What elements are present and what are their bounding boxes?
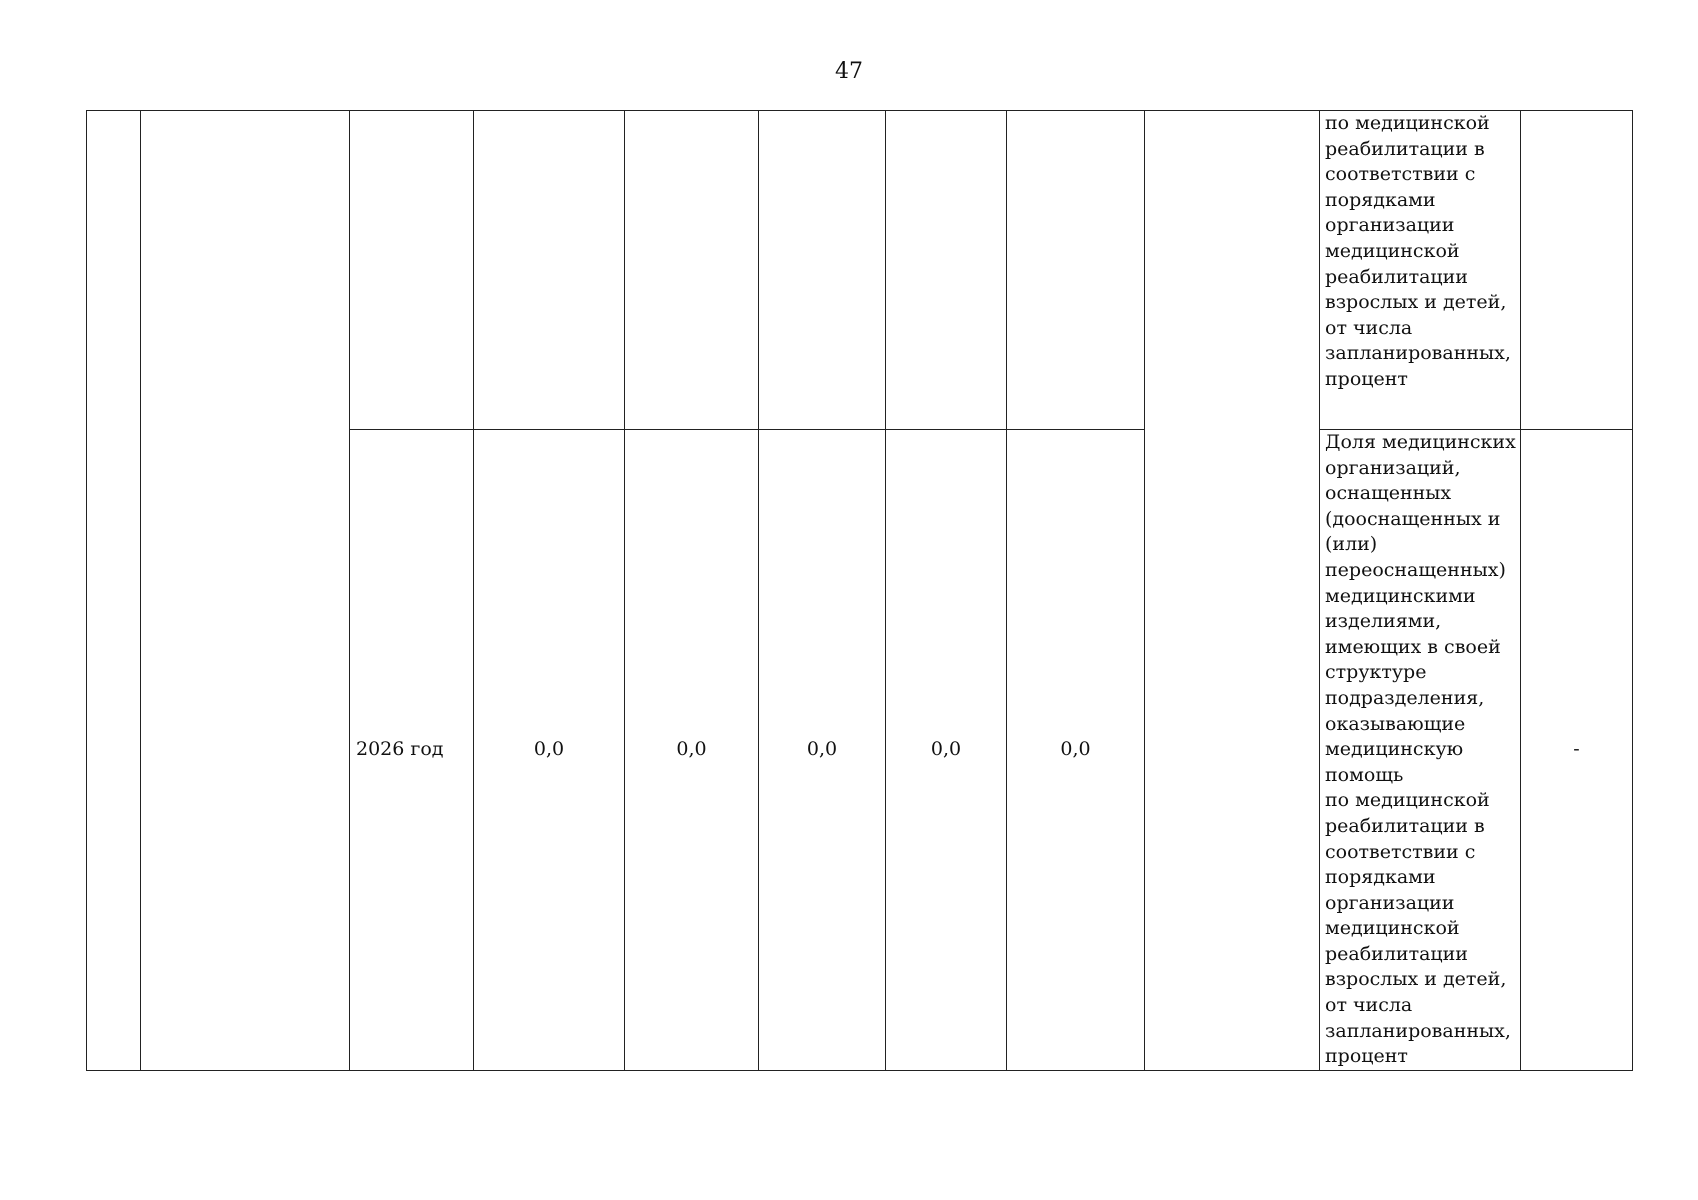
value-cell bbox=[1007, 111, 1145, 430]
indicator-value-cell bbox=[1521, 111, 1633, 430]
year-cell bbox=[350, 111, 474, 430]
event-name-cell bbox=[141, 111, 350, 1071]
value-cell bbox=[886, 111, 1007, 430]
value-cell: 0,0 bbox=[759, 430, 886, 1071]
value-cell: 0,0 bbox=[625, 430, 759, 1071]
document-table bbox=[86, 110, 1633, 1071]
responsible-cell bbox=[1145, 111, 1320, 1071]
indicator-value-cell: - bbox=[1521, 430, 1633, 1071]
value-cell: 0,0 bbox=[474, 430, 625, 1071]
row-number-cell bbox=[87, 111, 141, 1071]
indicator-cell: Доля медицинских организаций, оснащенных (дооснащенных и (или) переоснащенных) медицинскими изделиями, имеющих в своей структуре подразделения, оказывающие медицинскую помощь по медицинской реабилитации в соответствии с порядками организации медицинской реабилитации взрослых и детей, от числа запланированных, процент bbox=[1320, 430, 1521, 1071]
table-row bbox=[87, 111, 1633, 430]
indicator-cell: по медицинской реабилитации в соответствии с порядками организации медицинской реабилитации взрослых и детей, от числа запланированных, процент bbox=[1320, 111, 1521, 430]
value-cell: 0,0 bbox=[886, 430, 1007, 1071]
value-cell: 0,0 bbox=[1007, 430, 1145, 1071]
page-number: 47 bbox=[835, 59, 863, 84]
year-cell: 2026 год bbox=[350, 430, 474, 1071]
value-cell bbox=[759, 111, 886, 430]
value-cell bbox=[474, 111, 625, 430]
value-cell bbox=[625, 111, 759, 430]
